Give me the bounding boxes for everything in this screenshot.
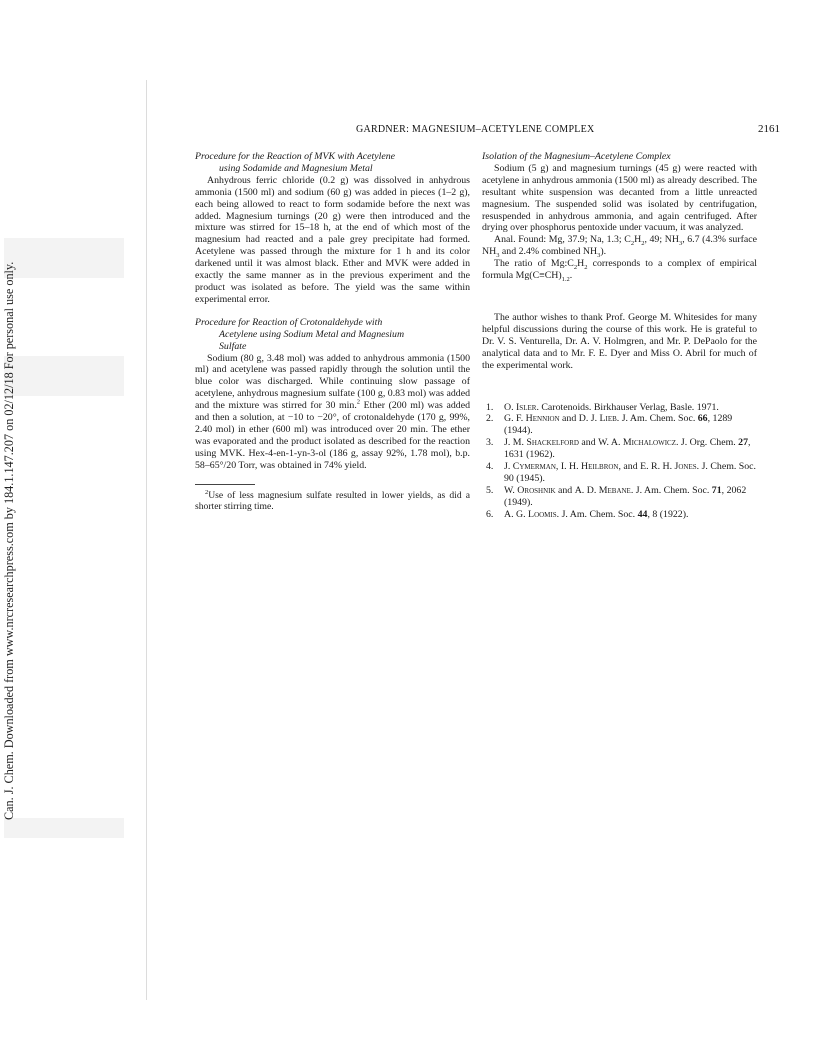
- reference-text: and: [578, 437, 599, 449]
- ratio-text: H: [577, 258, 585, 270]
- subscript: 2: [584, 264, 588, 272]
- reference-text: and: [559, 413, 579, 425]
- paragraph-analysis: [482, 234, 757, 258]
- running-title: GARDNER: MAGNESIUM–ACETYLENE COMPLEX: [356, 124, 595, 135]
- section-subtitle-mvk: using Sodamide and Magnesium Metal: [219, 162, 373, 174]
- reference-number: 5.: [486, 484, 494, 496]
- analysis-text: ).: [600, 246, 607, 258]
- reference-author: A. D. Mebane: [574, 484, 631, 496]
- reference-text: . J. Org. Chem.: [675, 437, 739, 449]
- reference-text: . J. Am. Chem. Soc.: [556, 508, 638, 520]
- reference-author: E. R. H. Jones: [640, 461, 697, 473]
- analysis-text: and 2.4% combined NH: [499, 246, 598, 258]
- footnote-mark: 2: [205, 488, 209, 496]
- right-column: [482, 151, 757, 521]
- reference-text: , 1631 (1962).: [504, 437, 751, 461]
- reference-author: J. Cymerman: [504, 461, 556, 473]
- reference-number: 1.: [486, 401, 494, 413]
- acknowledgement: The author wishes to thank Prof. George M. Whitesides for many helpful discussions during the course of this work. He is grateful to Dr. V. S. Venturella, Dr. A. V. Holmgren, and Mr. P. DePaolo for the analytical data and to Mr. F. E. Dyer and Miss O. Abril for much of the experimental work.: [482, 311, 757, 371]
- section-title-isolation: Isolation of the Magnesium–Acetylene Complex: [482, 151, 671, 162]
- subscript: 2: [573, 264, 578, 272]
- section-subtitle-crotonaldehyde-2: Sulfate: [219, 340, 247, 352]
- reference-number: 3.: [486, 437, 494, 449]
- analysis-text: , 49; NH: [644, 234, 679, 246]
- reference-volume: 44: [637, 508, 648, 520]
- left-column: [195, 151, 470, 513]
- paragraph-text-a: Sodium (80 g, 3.48 mol) was added to anhydrous ammonia (1500 ml) and acetylene was passed rapidly through the solution until the blue color was discharged. While continuing slow passage of acetylene, anhydrous magnesium sulfate (100 g, 0.83 mol) was added and the mixture was stirred for 30 min.: [195, 352, 470, 412]
- paragraph-mvk-procedure: Anhydrous ferric chloride (0.2 g) was dissolved in anhydrous ammonia (1500 ml) and sodium (60 g) was added in pieces (1–2 g), each being allowed to react to form sodamide before the next was added. Magnesium turnings (20 g) were then introduced and the mixture was stirred for 15–18 h, at the end of which most of the magnesium had reacted and a pale grey precipitate had formed. Acetylene was passed through the mixture for 1 h and its color darkened until it was almost black. Ether and MVK were added in exactly the same manner as in the previous experiment and the product was isolated as before. The yield was the same within experimental error.: [195, 174, 470, 305]
- reference-text: , 8 (1922).: [647, 508, 689, 520]
- footnote-reference: 2: [356, 398, 361, 406]
- reference-author: W. A. Michalowicz: [598, 437, 676, 449]
- scan-noise: [4, 238, 124, 278]
- scan-noise: [4, 356, 124, 396]
- subscript: 2: [630, 240, 635, 248]
- reference-volume: 27: [738, 437, 748, 449]
- reference-text: . J. Chem. Soc. 90 (1945).: [504, 461, 757, 484]
- subscript: 3: [678, 240, 683, 248]
- paragraph-crotonaldehyde-procedure: [195, 353, 470, 472]
- reference-text: . Carotenoids. Birkhauser Verlag, Basle. 1971.: [536, 401, 719, 413]
- subscript: 3: [597, 252, 601, 260]
- ratio-text: corresponds to a complex of empirical formula Mg(C≡CH): [482, 258, 757, 282]
- section-title-mvk: Procedure for the Reaction of MVK with Acetylene: [195, 151, 396, 162]
- reference-number: 4.: [486, 461, 494, 473]
- reference-text: ,: [555, 461, 561, 473]
- reference-text: , 1289 (1944).: [504, 413, 733, 437]
- reference-item: [482, 485, 757, 509]
- reference-text: . J. Am. Chem. Soc.: [630, 484, 712, 496]
- analysis-text: , 6.7 (4.3% surface NH: [482, 234, 757, 258]
- footnote-divider: [195, 484, 255, 485]
- paragraph-ratio: [482, 258, 757, 282]
- reference-author: W. Oroshnik: [504, 484, 556, 496]
- margin-rule: [146, 80, 147, 1000]
- subscript: 2: [641, 240, 645, 248]
- page-number: 2161: [758, 123, 780, 135]
- analysis-text: Anal. Found: Mg, 37.9; Na, 1.3; C: [494, 234, 631, 246]
- subscript: 1.2: [561, 276, 570, 284]
- footnote: [195, 490, 470, 513]
- subscript: 3: [496, 252, 500, 260]
- reference-author: J. M. Shackelford: [504, 437, 579, 449]
- ratio-text: The ratio of Mg:C: [494, 258, 574, 270]
- reference-text: , and: [618, 461, 641, 473]
- ratio-text: .: [569, 270, 573, 282]
- reference-item: [482, 437, 757, 461]
- reference-item: [482, 402, 757, 414]
- reference-volume: 71: [711, 484, 722, 496]
- analysis-text: H: [634, 234, 642, 246]
- reference-number: 6.: [486, 508, 494, 520]
- reference-author: I. H. Heilbron: [560, 461, 619, 473]
- section-title-crotonaldehyde: Procedure for Reaction of Crotonaldehyde with: [195, 316, 383, 328]
- section-subtitle-crotonaldehyde-1: Acetylene using Sodium Metal and Magnesium: [219, 328, 405, 340]
- reference-list: [482, 402, 757, 521]
- paragraph-isolation: Sodium (5 g) and magnesium turnings (45 g) were reacted with acetylene in anhydrous ammonia (1500 ml) as already described. The resultant white suspension was decanted from a little unreacted magnesium. The suspended solid was isolated by centrifugation, resuspended in anhydrous ammonia, and again centrifuged. After drying over phosphorus pentoxide under vacuum, it was analyzed.: [482, 162, 757, 234]
- reference-author: A. G. Loomis: [504, 508, 557, 520]
- footnote-text: Use of less magnesium sulfate resulted in lower yields, as did a shorter stirring time.: [195, 489, 470, 513]
- reference-volume: 66: [697, 413, 708, 425]
- reference-author: O. Isler: [504, 401, 537, 413]
- reference-item: [482, 509, 757, 521]
- reference-item: [482, 461, 757, 485]
- paragraph-text-b: Ether (200 ml) was added and then a solution, at −10 to −20°, of crotonaldehyde (170 g, 99%, 2.40 mol) in ether (600 ml) was introduced over 20 min. The ether was evaporated and the product isolated as described for the reaction using MVK. Hex-4-en-1-yn-3-ol (186 g, assay 92%, 1.78 mol), b.p. 58–65°/20 Torr, was obtained in 74% yield.: [195, 400, 470, 471]
- reference-text: . J. Am. Chem. Soc.: [616, 413, 698, 425]
- reference-text: and: [555, 484, 575, 496]
- download-watermark: [2, 180, 16, 820]
- reference-text: , 2062 (1949).: [504, 484, 747, 508]
- reference-item: [482, 413, 757, 437]
- scan-noise: [4, 818, 124, 838]
- download-watermark-text: Can. J. Chem. Downloaded from www.nrcresearchpress.com by 184.1.147.207 on 02/12/18 For personal use only.: [2, 261, 16, 820]
- reference-number: 2.: [486, 413, 494, 425]
- reference-author: D. J. Lieb: [578, 413, 617, 425]
- reference-author: G. F. Hennion: [504, 413, 560, 425]
- margin-strip: [0, 0, 140, 1055]
